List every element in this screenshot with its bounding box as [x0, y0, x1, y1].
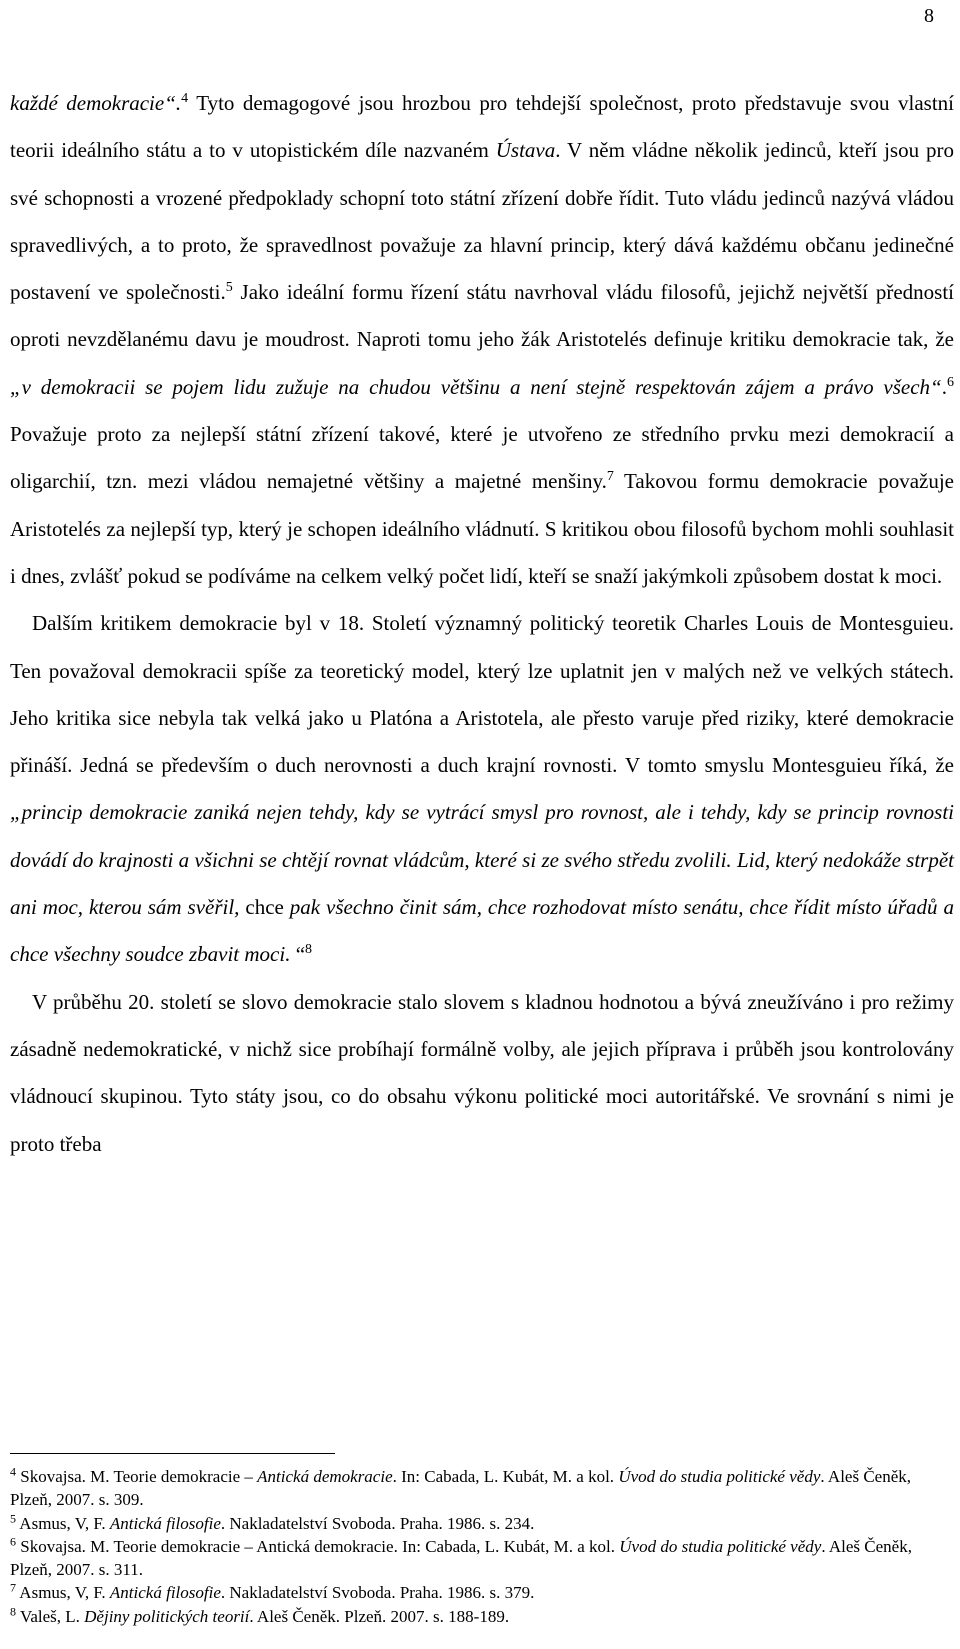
footnote-number: 5: [10, 1510, 16, 1525]
text-run: chce: [239, 895, 290, 920]
text-run: “: [290, 942, 306, 967]
text-run: Asmus, V, F.: [16, 1583, 110, 1603]
text-run: Skovajsa. M. Teorie demokracie – Antická demokracie. In: Cabada, L. Kubát, M. a kol.: [16, 1536, 620, 1556]
text-run: . Nakladatelství Svoboda. Praha. 1986. s. 234.: [220, 1513, 535, 1533]
italic-text: Antická demokracie: [257, 1467, 393, 1486]
paragraph: [10, 979, 954, 1168]
text-run: . Nakladatelství Svoboda. Praha. 1986. s. 379.: [220, 1583, 535, 1603]
footnote: [10, 1605, 954, 1628]
footnote-reference: 4: [181, 91, 189, 106]
text-run: . Aleš Čeněk. Plzeň. 2007. s. 188-189.: [249, 1606, 510, 1626]
text-run: Tyto demagogové jsou hrozbou pro tehdejší společnost, proto představuje svou vlastní teorii ideálního státu a to v utopistickém díle nazvaném: [10, 91, 954, 163]
text-run: Asmus, V, F.: [16, 1513, 110, 1533]
footnote-number: 8: [10, 1604, 16, 1619]
footnote: [10, 1512, 954, 1535]
footnote-reference: 6: [947, 374, 954, 390]
text-run: . In: Cabada, L. Kubát, M. a kol.: [392, 1467, 619, 1486]
text-run: . Aleš Čeněk, Plzeň, 2007. s. 309.: [10, 1467, 912, 1510]
text-run: .: [941, 374, 947, 399]
text-run: V průběhu 20. století se slovo demokracie stalo slovem s kladnou hodnotou a bývá zneužíváno i pro režimy zásadně nedemokratické, v nichž sice probíhají formálně volby, ale jejich příprava i průběh jsou kontrolovány vládnoucí skupinou. Tyto státy jsou, co do obsahu výkonu politické moci autoritářské. Ve srovnání s nimi je proto třeba: [10, 989, 954, 1156]
italic-text: pak všechno činit sám, chce rozhodovat místo senátu, chce řídit místo úřadů a chce všechny soudce zbavit moci.: [10, 895, 954, 967]
footnotes: [10, 1465, 954, 1628]
italic-text: „v demokracii se pojem lidu zužuje na chudou většinu a není stejně respektován zájem a právo všech“: [10, 374, 942, 399]
footnote-number: 4: [10, 1464, 16, 1479]
italic-text: Ústava: [495, 138, 556, 163]
italic-text: Antická filosofie: [109, 1513, 221, 1533]
footnote-reference: 7: [606, 469, 614, 485]
paragraph: [10, 600, 954, 978]
italic-text: každé demokracie“.: [10, 91, 182, 115]
italic-text: Dějiny politických teorií: [84, 1606, 250, 1626]
text-run: Takovou formu demokracie považuje Aristotelés za nejlepší typ, který je schopen ideálního vládnutí. S kritikou obou filosofů bychom mohli souhlasit i dnes, zvlášť pokud se podíváme na celkem velký počet lidí, kteří se snaží jakýmkoli způsobem dostat k moci.: [10, 469, 954, 588]
text-run: Jako ideální formu řízení státu navrhoval vládu filosofů, jejichž největší předností oproti nevzdělanému davu je moudrost. Naproti tomu jeho žák Aristotelés definuje kritiku demokracie tak, že: [10, 280, 954, 352]
page-number: 8: [924, 5, 934, 27]
footnote-reference: 8: [305, 942, 313, 958]
italic-text: „princip demokracie zaniká nejen tehdy, kdy se vytrácí smysl pro rovnost, ale i tehdy, kdy se princip rovnosti dovádí do krajnosti a všichni se chtějí rovnat vládcům, které si ze svého středu zvolili. Lid, který nedokáže strpět ani moc, kterou sám svěřil,: [10, 800, 954, 920]
footnote-number: 6: [10, 1534, 16, 1549]
italic-text: Úvod do studia politické vědy: [618, 1467, 821, 1486]
footnote-number: 7: [10, 1580, 16, 1595]
italic-text: Antická filosofie: [109, 1583, 221, 1603]
text-run: . Aleš Čeněk, Plzeň, 2007. s. 311.: [10, 1536, 912, 1580]
footnote: [10, 1535, 954, 1582]
italic-text: Úvod do studia politické vědy: [619, 1536, 822, 1556]
body-text: [10, 80, 954, 1168]
text-run: Dalším kritikem demokracie byl v 18. Století významný politický teoretik Charles Louis de Montesguieu. Ten považoval demokracii spíše za teoretický model, který lze uplatnit jen v malých než ve velkých státech. Jeho kritika sice nebyla tak velká jako u Platóna a Aristotela, ale přesto varuje před riziky, které demokracie přináší. Jedná se především o duch nerovnosti a duch krajní rovnosti. V tomto smyslu Montesguieu říká, že: [10, 611, 954, 778]
paragraph: [10, 80, 954, 600]
footnote-reference: 5: [225, 280, 233, 296]
text-run: Skovajsa. M. Teorie demokracie –: [16, 1467, 258, 1486]
footnote: [10, 1465, 954, 1512]
text-run: Valeš, L.: [16, 1606, 85, 1626]
text-run: . V něm vládne několik jedinců, kteří jsou pro své schopnosti a vrozené předpoklady schopní toto státní zřízení dobře řídit. Tuto vládu jedinců nazývá vládou spravedlivých, a to proto, že spravedlnost považuje za hlavní princip, který dává každému občanu jedinečné postavení ve společnosti.: [10, 138, 955, 305]
text-run: Považuje proto za nejlepší státní zřízení takové, které je utvořeno ze středního prvku mezi demokracií a oligarchií, tzn. mezi vládou nemajetné většiny a majetné menšiny.: [10, 422, 954, 494]
footnote: [10, 1581, 954, 1604]
footnote-separator: [10, 1453, 335, 1454]
